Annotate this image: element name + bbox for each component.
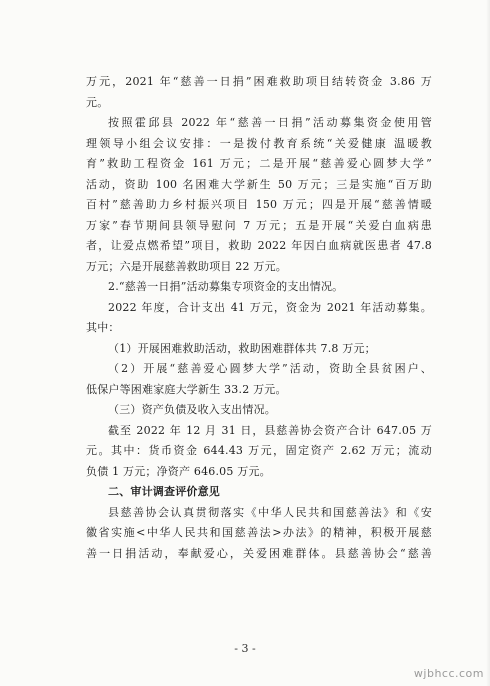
document-body xyxy=(86,72,432,564)
text-line: （三）资产负债及收入支出情况。 xyxy=(108,403,276,416)
page-edge xyxy=(486,0,490,686)
text-line: 低保户等困难家庭大学新生 33.2 万元。 xyxy=(86,382,287,396)
text-line: 善一日捐活动，奉献爱心，关爱困难群体。县慈善协会“慈善 xyxy=(86,546,432,560)
text-line: 2.“慈善一日捐”活动募集专项资金的支出情况。 xyxy=(108,280,344,293)
text-line: 万元；六是开展慈善救助项目 22 万元。 xyxy=(86,259,287,273)
text-line: 育”救助工程资金 161 万元；二是开展“慈善爱心圆梦大学” xyxy=(86,157,432,170)
text-line: 万家”春节期间县领导慰问 7 万元；五是开展“关爱白血病患 xyxy=(86,218,432,232)
section-heading: 二、审计调查评价意见 xyxy=(108,485,220,498)
watermark: wjbhcc.com xyxy=(413,667,484,680)
text-line: 元。 xyxy=(86,95,109,109)
text-line: 徽省实施<中华人民共和国慈善法>办法》的精神，积极开展慈 xyxy=(86,526,432,539)
text-line: 其中： xyxy=(86,321,120,334)
text-line: 2022 年度，合计支出 41 万元，资金为 2021 年活动募集。 xyxy=(108,300,432,314)
text-line: 元。其中：货币资金 644.43 万元，固定资产 2.62 万元；流动 xyxy=(86,444,432,457)
text-line: 活动，资助 100 名困难大学新生 50 万元；三是实施“百万助 xyxy=(86,177,432,191)
text-line: 百村”慈善助力乡村振兴项目 150 万元；四是开展“慈善情暖 xyxy=(86,198,432,211)
text-line: 县慈善协会认真贯彻落实《中华人民共和国慈善法》和《安 xyxy=(108,505,432,519)
text-line: 负债 1 万元；净资产 646.05 万元。 xyxy=(86,464,271,478)
text-line: 按照霍邱县 2022 年“慈善一日捐”活动募集资金使用管 xyxy=(108,116,432,129)
text-line: 理领导小组会议安排：一是拨付教育系统“关爱健康 温暖教 xyxy=(86,136,432,150)
text-line: 者，让爱点燃希望”项目，救助 2022 年因白血病就医患者 47.8 xyxy=(86,239,432,252)
text-line: （2）开展“慈善爱心圆梦大学”活动，资助全县贫困户、 xyxy=(108,362,432,375)
text-line: （1）开展困难救助活动，救助困难群体共 7.8 万元； xyxy=(108,341,376,355)
text-line: 截至 2022 年 12 月 31 日，县慈善协会资产合计 647.05 万 xyxy=(108,423,432,437)
page-number: - 3 - xyxy=(234,642,256,655)
text-line: 万元，2021 年“慈善一日捐”困难救助项目结转资金 3.86 万 xyxy=(86,75,432,88)
